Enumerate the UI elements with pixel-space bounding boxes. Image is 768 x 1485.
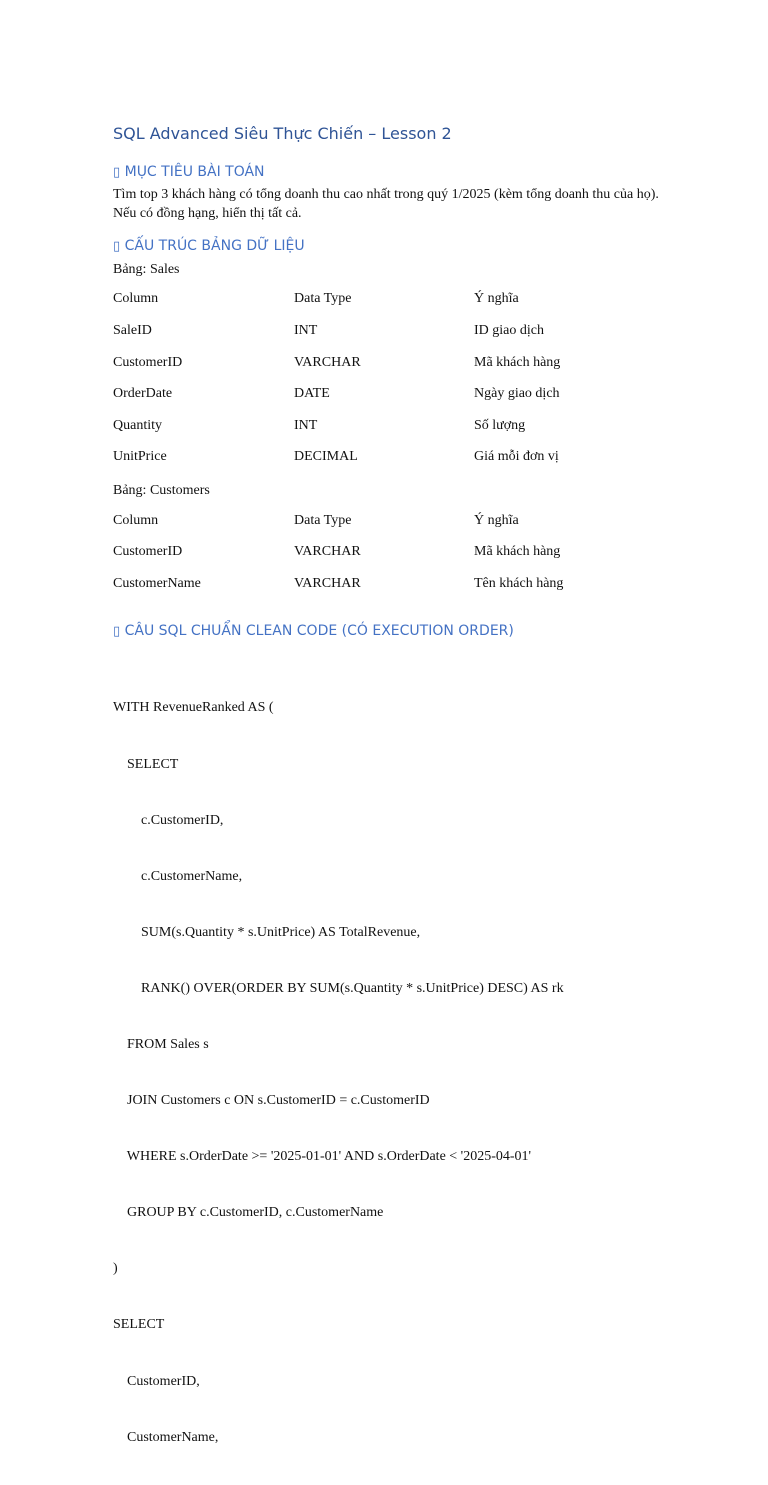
table-cell: Data Type [294, 291, 352, 306]
table-cell: Data Type [294, 513, 352, 528]
code-line: CustomerName, [113, 1429, 219, 1445]
code-line: SELECT [113, 1317, 165, 1333]
table-cell: Column [113, 291, 159, 306]
table-cell: UnitPrice [113, 449, 167, 464]
table-cell: DATE [294, 386, 330, 401]
table-cell: ID giao dịch [474, 323, 544, 338]
table-cell: DECIMAL [294, 449, 358, 464]
table-cell: CustomerName [113, 576, 201, 591]
table-cell: VARCHAR [294, 544, 361, 559]
code-line: FROM Sales s [113, 1036, 209, 1052]
table-row [113, 418, 673, 438]
sales-table-label: Bảng: Sales [113, 262, 180, 277]
code-line: SELECT [113, 756, 179, 772]
table-row [113, 291, 673, 311]
code-line: ) [113, 1261, 118, 1277]
code-line: SUM(s.Quantity * s.UnitPrice) AS TotalRevenue, [113, 924, 421, 940]
table-row [113, 323, 673, 343]
table-cell: OrderDate [113, 386, 173, 401]
missing-glyph-icon: ▯ [113, 165, 121, 180]
table-cell: Column [113, 513, 159, 528]
code-line: c.CustomerName, [113, 868, 243, 884]
table-cell: Ngày giao dịch [474, 386, 560, 401]
goal-line-2: Nếu có đồng hạng, hiển thị tất cả. [113, 206, 302, 221]
code-line: JOIN Customers c ON s.CustomerID = c.CustomerID [113, 1093, 430, 1109]
sql-code-block [113, 662, 564, 1485]
table-cell: Ý nghĩa [474, 513, 519, 528]
table-cell: CustomerID [113, 544, 183, 559]
goal-line-1: Tìm top 3 khách hàng có tổng doanh thu cao nhất trong quý 1/2025 (kèm tổng doanh thu của họ). [113, 187, 659, 202]
table-cell: Ý nghĩa [474, 291, 519, 306]
table-cell: Số lượng [474, 418, 526, 433]
table-cell: Mã khách hàng [474, 355, 561, 370]
table-cell: CustomerID [113, 355, 183, 370]
sql-heading-text: CÂU SQL CHUẨN CLEAN CODE (CÓ EXECUTION ORDER) [124, 623, 514, 639]
missing-glyph-icon: ▯ [113, 624, 121, 639]
table-cell: VARCHAR [294, 355, 361, 370]
document-title: SQL Advanced Siêu Thực Chiến – Lesson 2 [113, 124, 452, 143]
code-line: c.CustomerID, [113, 812, 224, 828]
table-row [113, 449, 673, 469]
table-row [113, 576, 673, 596]
missing-glyph-icon: ▯ [113, 239, 121, 254]
code-line: WITH RevenueRanked AS ( [113, 700, 274, 716]
code-line: RANK() OVER(ORDER BY SUM(s.Quantity * s.UnitPrice) DESC) AS rk [113, 980, 564, 996]
code-line: CustomerID, [113, 1373, 200, 1389]
schema-heading [113, 238, 305, 254]
table-cell: SaleID [113, 323, 152, 338]
table-cell: Quantity [113, 418, 162, 433]
goal-heading-text: MỤC TIÊU BÀI TOÁN [124, 164, 265, 180]
table-cell: VARCHAR [294, 576, 361, 591]
customers-table-label: Bảng: Customers [113, 483, 210, 498]
goal-heading [113, 164, 265, 180]
table-cell: INT [294, 418, 318, 433]
code-line: WHERE s.OrderDate >= '2025-01-01' AND s.OrderDate < '2025-04-01' [113, 1149, 532, 1165]
table-cell: Giá mỗi đơn vị [474, 449, 559, 464]
table-row [113, 355, 673, 375]
table-row [113, 544, 673, 564]
table-cell: Mã khách hàng [474, 544, 561, 559]
table-row [113, 386, 673, 406]
table-cell: INT [294, 323, 318, 338]
table-row [113, 513, 673, 533]
table-cell: Tên khách hàng [474, 576, 564, 591]
code-line: GROUP BY c.CustomerID, c.CustomerName [113, 1205, 384, 1221]
schema-heading-text: CẤU TRÚC BẢNG DỮ LIỆU [124, 238, 305, 254]
sql-heading [113, 623, 514, 639]
